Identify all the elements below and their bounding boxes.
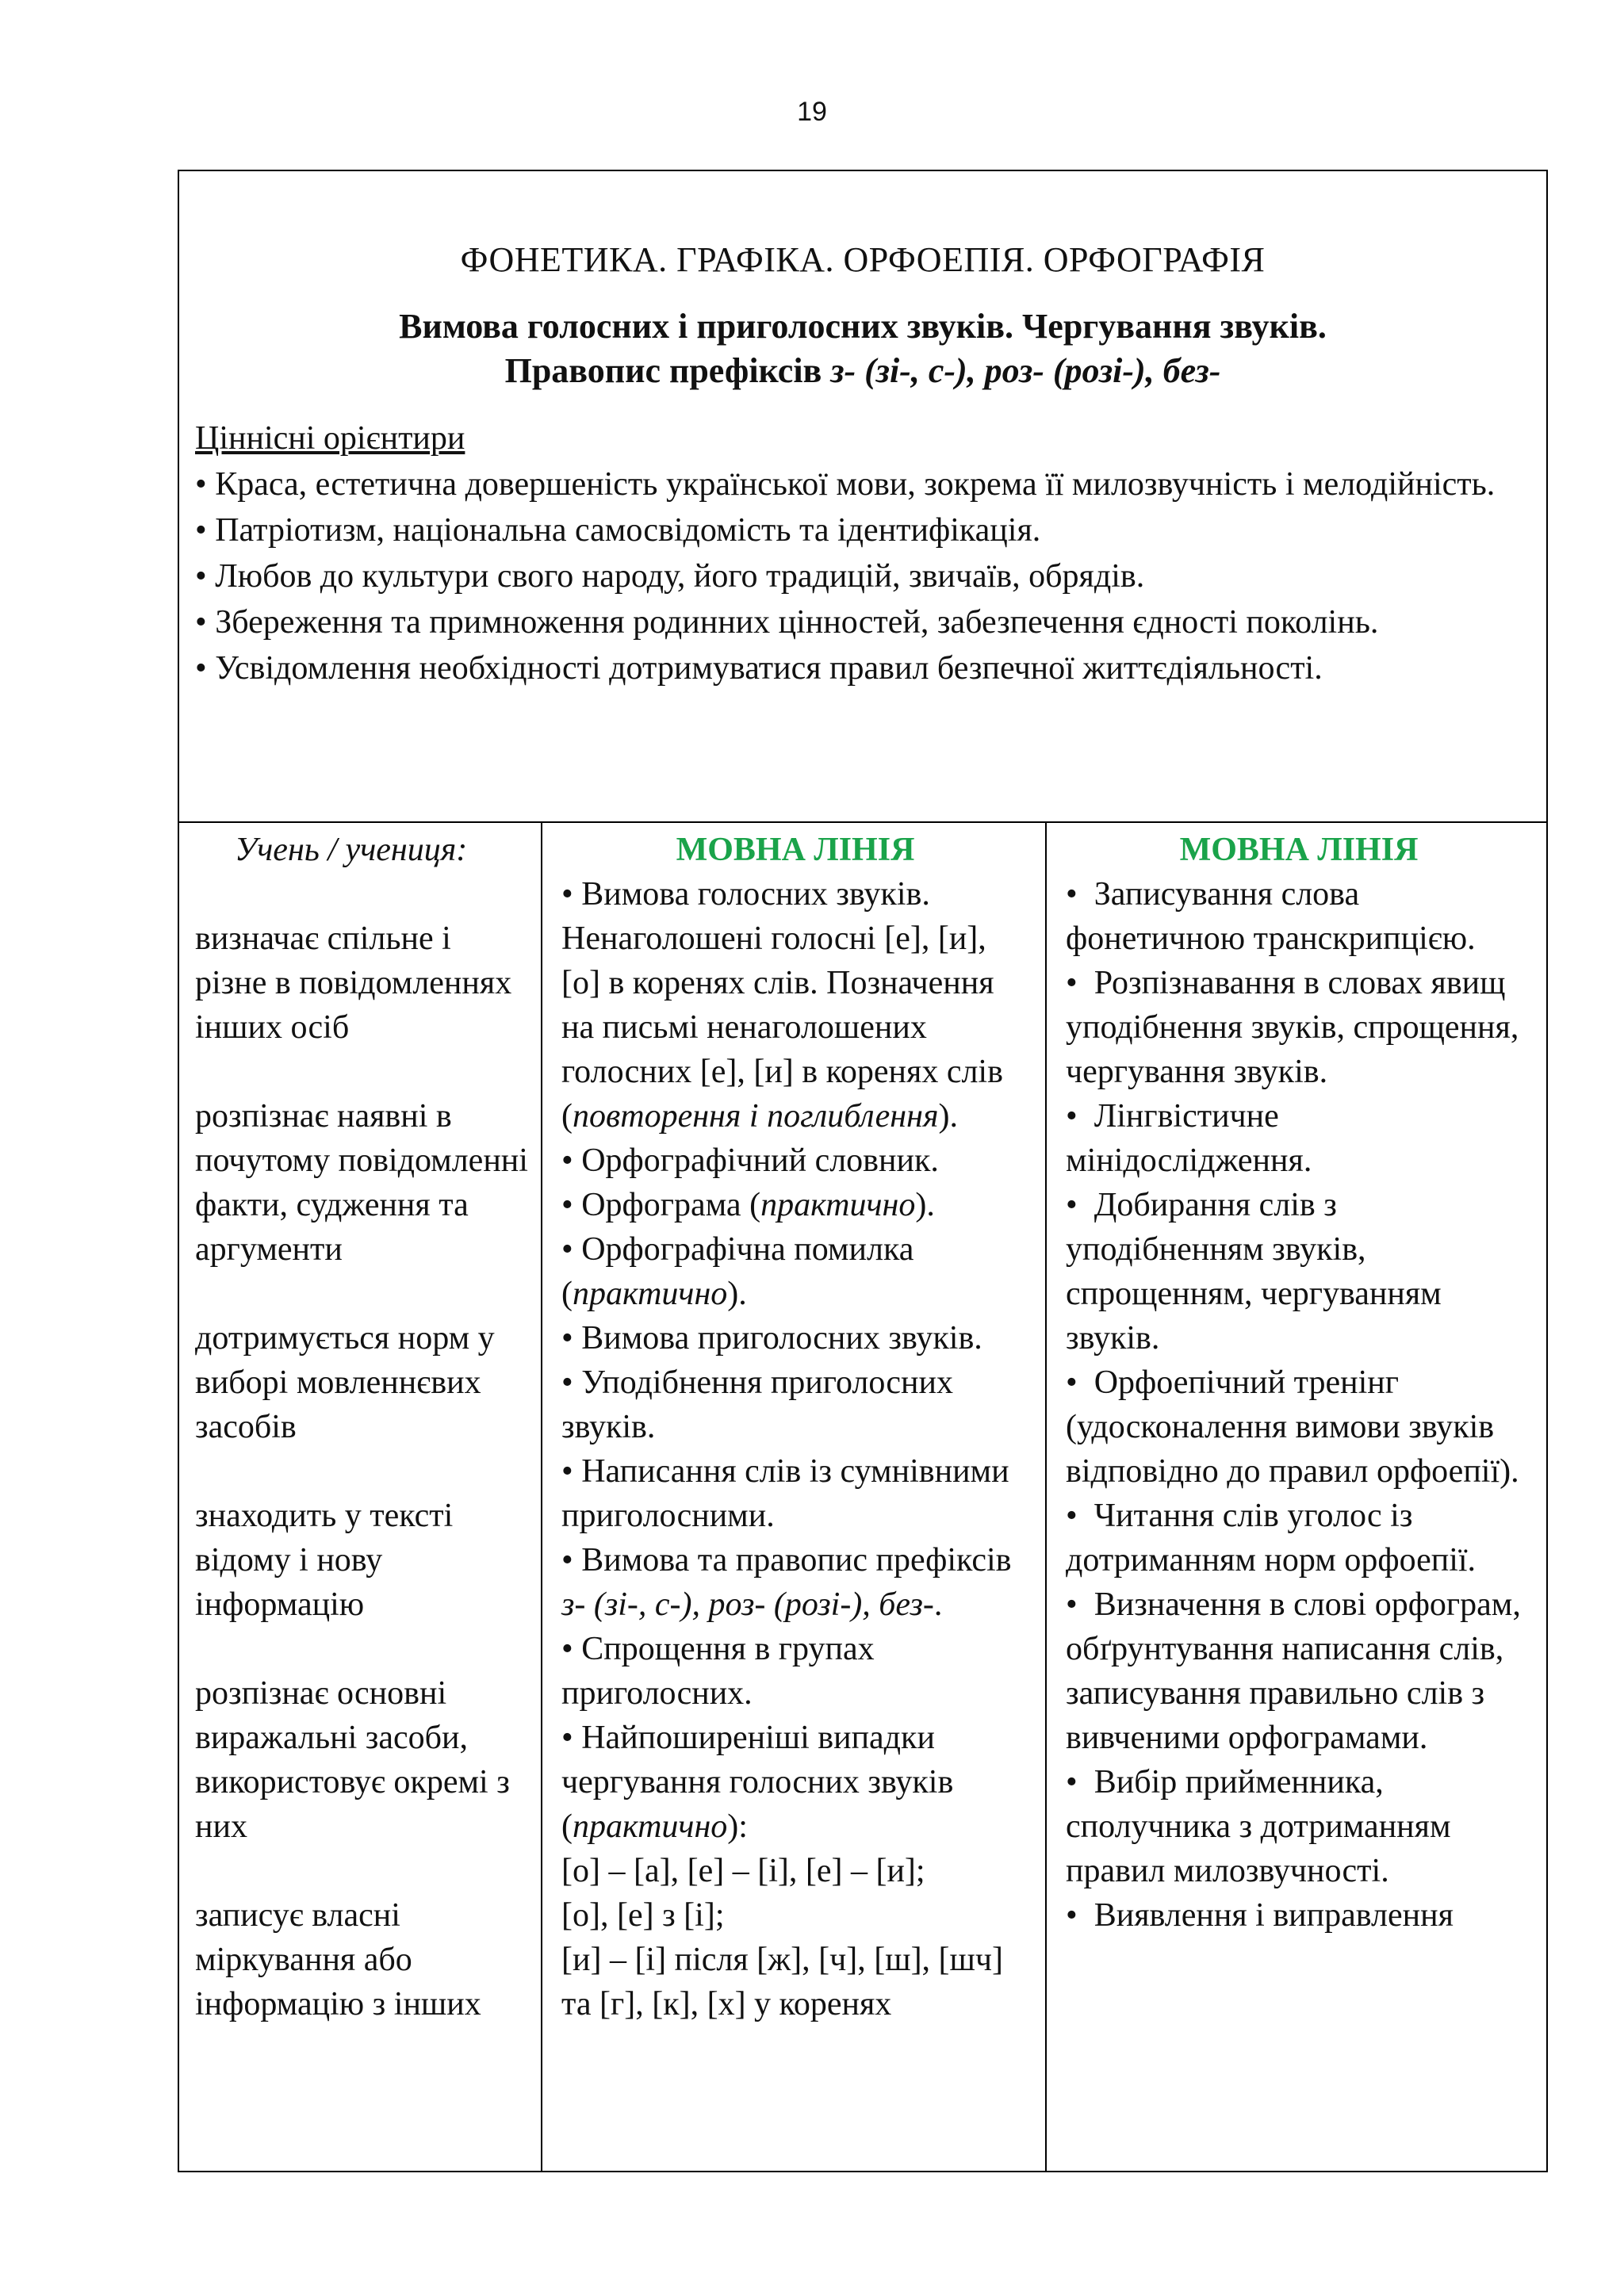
content-item: • Уподібнення приголосних звуків.	[561, 1360, 1029, 1449]
section-title: ФОНЕТИКА. ГРАФІКА. ОРФОЕПІЯ. ОРФОГРАФІЯ	[460, 240, 1266, 279]
activities-column	[1047, 823, 1548, 2172]
content-item: • Найпоширеніші випадки чергування голосних звуків (практично):	[561, 1716, 1029, 1849]
values-item: • Патріотизм, національна самосвідомість та ідентифікація.	[195, 507, 1534, 553]
topic-title-line1: Вимова голосних і приголосних звуків. Чергування звуків.	[399, 307, 1327, 346]
alternation-line: [и] – [і] після [ж], [ч], [ш], [шч] та [г], [к], [х] у коренях	[561, 1942, 1003, 2022]
activity-item: • Записування слова фонетичною транскрипцією.	[1066, 872, 1532, 961]
page-number: 19	[797, 97, 827, 127]
values-item: • Збереження та примноження родинних цінностей, забезпечення єдності поколінь.	[195, 599, 1534, 645]
alternation-line: [о] – [а], [е] – [і], [е] – [и];	[561, 1853, 925, 1889]
content-table	[178, 170, 1548, 2172]
content-item: • Написання слів із сумнівними приголосними.	[561, 1449, 1029, 1538]
table-header-cell	[179, 171, 1546, 823]
content-item: • Вимова приголосних звуків.	[561, 1316, 1029, 1360]
values-item: • Усвідомлення необхідності дотримуватися правил безпечної життєдіяльності.	[195, 645, 1534, 691]
column-header: МОВНА ЛІНІЯ	[1179, 832, 1419, 868]
content-item: • Орфографічний словник.	[561, 1138, 1029, 1183]
values-block	[195, 415, 1534, 691]
columns-row	[179, 823, 1546, 2172]
activity-item: • Вибір прийменника, сполучника з дотриманням правил милозвучності.	[1066, 1760, 1532, 1893]
values-heading: Ціннісні орієнтири	[195, 420, 465, 457]
outcome-item: дотримується норм у виборі мовленнєвих засобів	[195, 1320, 495, 1445]
content-item: • Вимова голосних звуків. Ненаголошені голосні [е], [и], [о] в коренях слів. Позначення на письмі ненаголошених голосних [е], [и] в коренях слів (повторення і поглиблення).	[561, 872, 1029, 1138]
values-item: • Любов до культури свого народу, його традицій, звичаїв, обрядів.	[195, 553, 1534, 599]
content-item: • Спрощення в групах приголосних.	[561, 1627, 1029, 1716]
outcome-item: розпізнає основні виражальні засоби, використовує окремі з них	[195, 1675, 510, 1845]
activity-item: • Добирання слів з уподібненням звуків, спрощенням, чергуванням звуків.	[1066, 1183, 1532, 1360]
topic-title-line2: Правопис префіксів з- (зі-, с-), роз- (розі-), без-	[504, 351, 1221, 390]
column-header: МОВНА ЛІНІЯ	[676, 832, 915, 868]
activity-item: • Читання слів уголос із дотриманням норм орфоепії.	[1066, 1494, 1532, 1582]
learner-label: Учень / учениця:	[235, 832, 468, 868]
content-item: • Орфографічна помилка (практично).	[561, 1227, 1029, 1316]
values-item: • Краса, естетична довершеність української мови, зокрема її милозвучність і мелодійність.	[195, 461, 1534, 507]
activity-item: • Визначення в слові орфограм, обґрунтування написання слів, записування правильно слів з вивченими орфограмами.	[1066, 1582, 1532, 1760]
activity-item: • Розпізнавання в словах явищ уподібнення звуків, спрощення, чергування звуків.	[1066, 961, 1532, 1094]
language-content-column	[542, 823, 1047, 2172]
activity-item: • Виявлення і виправлення	[1066, 1893, 1532, 1938]
activity-item: • Лінгвістичне мінідослідження.	[1066, 1094, 1532, 1183]
outcome-item: знаходить у тексті відому і нову інформацію	[195, 1498, 454, 1623]
outcome-item: записує власні міркування або інформацію з інших	[195, 1897, 481, 2022]
content-item: • Вимова та правопис префіксів з- (зі-, с-), роз- (розі-), без-.	[561, 1538, 1029, 1627]
outcome-item: розпізнає наявні в почутому повідомленні факти, судження та аргументи	[195, 1098, 528, 1268]
activity-item: • Орфоепічний тренінг (удосконалення вимови звуків відповідно до правил орфоепії).	[1066, 1360, 1532, 1494]
outcome-item: визначає спільне і різне в повідомленнях інших осіб	[195, 920, 512, 1046]
learner-outcomes-column	[179, 823, 542, 2172]
alternation-line: [о], [е] з [і];	[561, 1897, 725, 1934]
content-item: • Орфограма (практично).	[561, 1183, 1029, 1227]
